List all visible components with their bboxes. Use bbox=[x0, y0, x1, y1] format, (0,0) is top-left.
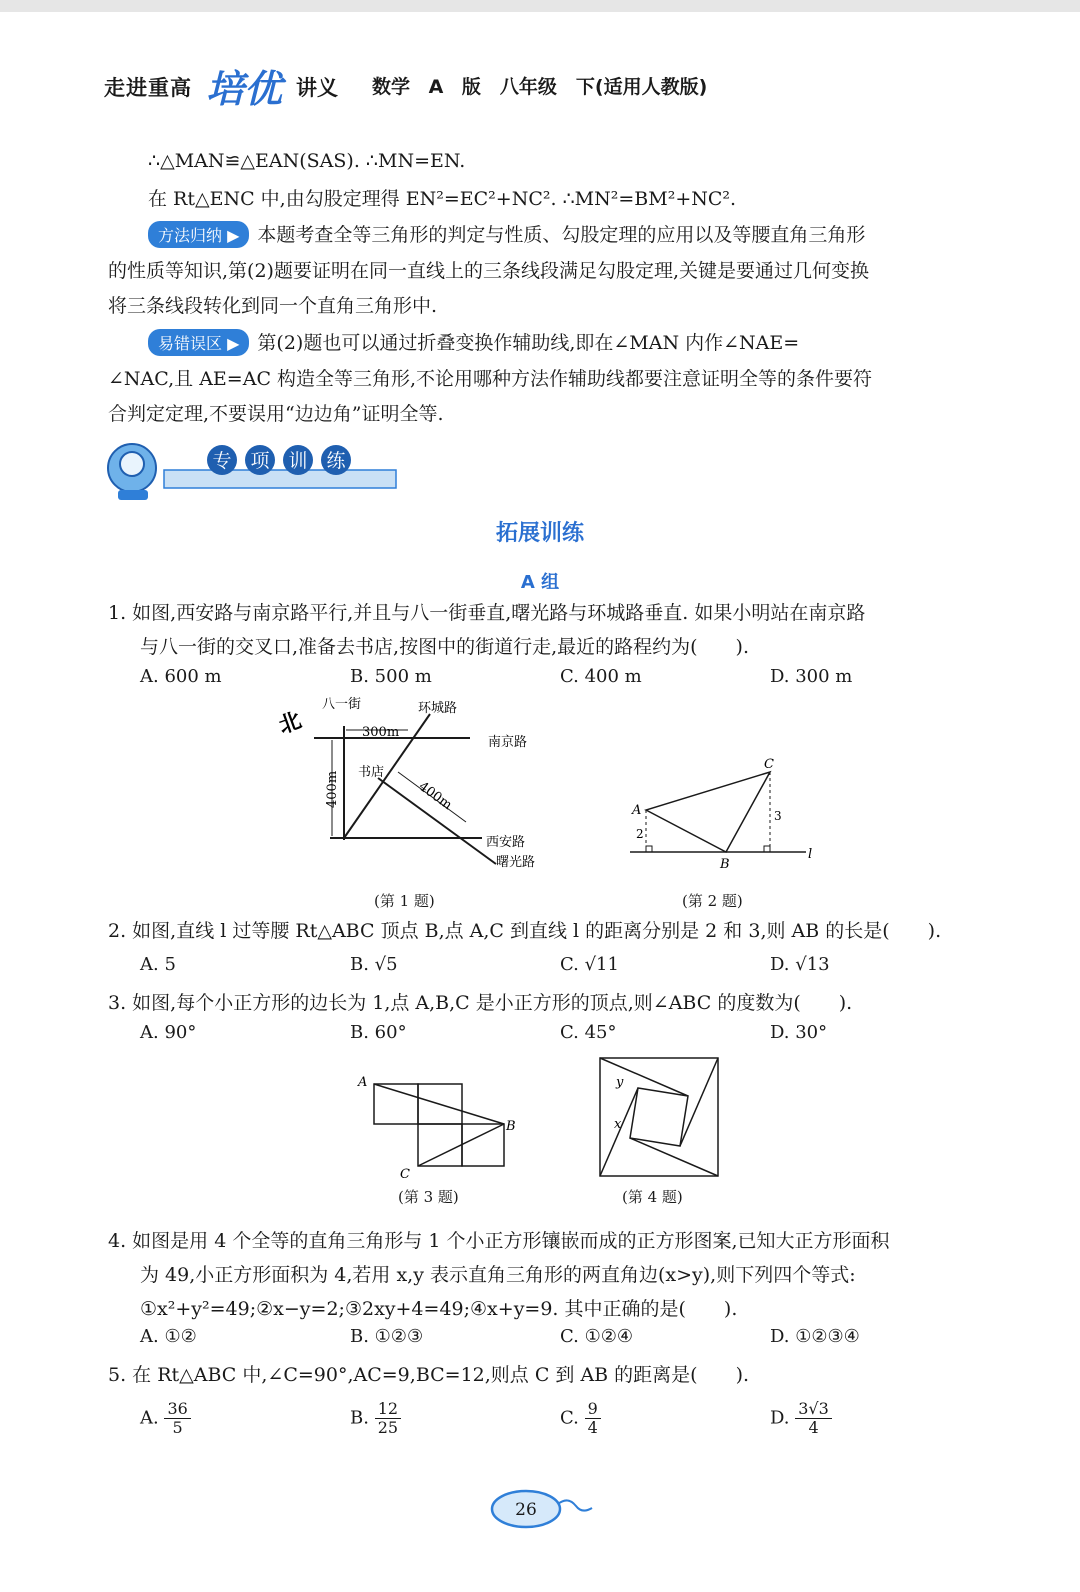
north-compass-icon: 北 bbox=[275, 707, 305, 740]
magnifier-lens bbox=[120, 452, 144, 476]
q1-option-b: B. 500 m bbox=[350, 666, 432, 687]
huancheng-road-label: 环城路 bbox=[418, 701, 458, 716]
solution-line-1: ∴△MAN≌△EAN(SAS). ∴MN=EN. bbox=[148, 150, 466, 172]
q5-c-denominator: 4 bbox=[587, 1418, 598, 1437]
q2-text: 2. 如图,直线 l 过等腰 Rt△ABC 顶点 B,点 A,C 到直线 l 的距离分别是 2 和 3,则 AB 的长是( ). bbox=[108, 920, 942, 942]
q4-text-1: 4. 如图是用 4 个全等的直角三角形与 1 个小正方形镶嵌而成的正方形图案,已知大正方形面积 bbox=[108, 1230, 890, 1252]
tri-edge-4 bbox=[630, 1138, 718, 1176]
nanjing-road-label: 南京路 bbox=[488, 735, 528, 750]
figure-2-triangle bbox=[626, 754, 826, 874]
q5-option-b-label: B. bbox=[350, 1407, 369, 1429]
tri-edge-2 bbox=[600, 1058, 688, 1096]
segment-bc bbox=[418, 1124, 504, 1166]
mistake-paragraph-line-1 bbox=[148, 328, 799, 356]
q5-option-d-label: D. bbox=[770, 1407, 790, 1429]
line-l-label: l bbox=[808, 847, 813, 862]
distance-3-label: 3 bbox=[774, 809, 782, 823]
fig2-caption: (第 2 题) bbox=[682, 892, 743, 910]
q1-option-a: A. 600 m bbox=[140, 666, 222, 687]
point-b-label: B bbox=[720, 857, 730, 872]
q4-text-2: 为 49,小正方形面积为 4,若用 x,y 表示直角三角形的两直角边(x>y),则下列四个等式: bbox=[140, 1264, 856, 1286]
dim-400-diagonal-label: 400m bbox=[415, 779, 455, 814]
q5-option-a-fraction bbox=[164, 1400, 190, 1437]
q5-option-d-fraction bbox=[795, 1400, 832, 1437]
q5-option-d bbox=[770, 1400, 832, 1437]
q3-option-b: B. 60° bbox=[350, 1022, 407, 1043]
fig3-point-a: A bbox=[358, 1075, 368, 1090]
q4-option-a: A. ①② bbox=[140, 1326, 197, 1347]
grid-square-3 bbox=[418, 1124, 462, 1166]
magnifier-base bbox=[118, 490, 148, 500]
q2-option-a: A. 5 bbox=[140, 954, 176, 975]
q4-option-d: D. ①②③④ bbox=[770, 1326, 860, 1347]
mistake-tag: 易错误区 ▶ bbox=[148, 329, 249, 356]
q2-option-d: D. √13 bbox=[770, 954, 830, 975]
xian-road-label: 西安路 bbox=[486, 835, 526, 850]
solution-line-2: 在 Rt△ENC 中,由勾股定理得 EN²=EC²+NC². ∴MN²=BM²+NC². bbox=[148, 188, 737, 210]
q5-option-c-label: C. bbox=[560, 1407, 579, 1429]
q3-option-d: D. 30° bbox=[770, 1022, 828, 1043]
q2-option-b: B. √5 bbox=[350, 954, 398, 975]
q5-text: 5. 在 Rt△ABC 中,∠C=90°,AC=9,BC=12,则点 C 到 AB 的距离是( ). bbox=[108, 1364, 750, 1386]
fig1-caption: (第 1 题) bbox=[374, 892, 435, 910]
q5-option-c-fraction bbox=[585, 1400, 601, 1437]
mistake-text-1: 第(2)题也可以通过折叠变换作辅助线,即在∠MAN 内作∠NAE= bbox=[257, 332, 800, 354]
q5-d-denominator: 4 bbox=[808, 1418, 819, 1437]
q5-a-numerator: 36 bbox=[164, 1400, 190, 1419]
banner-char-1: 专 bbox=[212, 450, 232, 472]
bookstore-label: 书店 bbox=[358, 765, 385, 780]
method-tag: 方法归纳 ▶ bbox=[148, 221, 249, 248]
q5-a-denominator: 5 bbox=[172, 1418, 183, 1437]
figure-4-square-pattern bbox=[596, 1054, 726, 1184]
q5-option-b-fraction bbox=[375, 1400, 401, 1437]
page-number-badge bbox=[486, 1484, 596, 1534]
figure-3-grid bbox=[350, 1066, 530, 1186]
q5-d-numerator: 3√3 bbox=[795, 1400, 832, 1419]
q1-option-d: D. 300 m bbox=[770, 666, 853, 687]
method-text-3: 将三条线段转化到同一个直角三角形中. bbox=[108, 295, 438, 317]
fig3-point-b: B bbox=[506, 1119, 516, 1134]
q5-b-denominator: 25 bbox=[377, 1418, 399, 1437]
q4-text-3: ①x²+y²=49;②x−y=2;③2xy+4=49;④x+y=9. 其中正确的是( ). bbox=[140, 1298, 738, 1320]
q5-option-a bbox=[140, 1400, 191, 1437]
banner-bar bbox=[164, 470, 396, 488]
method-text-2: 的性质等知识,第(2)题要证明在同一直线上的三条线段满足勾股定理,关键是要通过几何变换 bbox=[108, 260, 869, 282]
method-paragraph-line-1 bbox=[148, 220, 865, 248]
q5-c-numerator: 9 bbox=[585, 1400, 601, 1419]
q1-text-1: 1. 如图,西安路与南京路平行,并且与八一街垂直,曙光路与环城路垂直. 如果小明站在南京路 bbox=[108, 602, 866, 624]
q5-option-b bbox=[350, 1400, 401, 1437]
bayi-street-label: 八一街 bbox=[322, 697, 362, 712]
q3-option-a: A. 90° bbox=[140, 1022, 197, 1043]
figure-1-street-map bbox=[270, 690, 570, 890]
series-title: 走进重高 bbox=[104, 76, 192, 100]
q4-option-c: C. ①②④ bbox=[560, 1326, 633, 1347]
brand-logo-text: 培优 bbox=[206, 66, 283, 111]
dim-400-vertical-label: 400m bbox=[325, 770, 340, 808]
q3-text: 3. 如图,每个小正方形的边长为 1,点 A,B,C 是小正方形的顶点,则∠ABC 的度数为( ). bbox=[108, 992, 853, 1014]
small-square bbox=[630, 1088, 688, 1146]
mistake-text-3: 合判定定理,不要误用“边边角”证明全等. bbox=[108, 403, 444, 425]
swirl-decoration-icon bbox=[558, 1500, 592, 1510]
fig4-label-x: x bbox=[614, 1117, 622, 1132]
q3-option-c: C. 45° bbox=[560, 1022, 617, 1043]
q5-option-c bbox=[560, 1400, 601, 1437]
fig3-point-c: C bbox=[400, 1167, 410, 1182]
banner-char-4: 练 bbox=[326, 450, 346, 472]
q4-option-b: B. ①②③ bbox=[350, 1326, 424, 1347]
fig4-caption: (第 4 题) bbox=[622, 1188, 683, 1206]
book-header bbox=[104, 58, 804, 111]
top-edge bbox=[0, 0, 1080, 12]
segment-ab bbox=[374, 1084, 504, 1124]
group-title: A 组 bbox=[520, 572, 560, 593]
edition-info: 数学 A 版 八年级 下(适用人教版) bbox=[372, 76, 708, 98]
method-text-1: 本题考查全等三角形的判定与性质、勾股定理的应用以及等腰直角三角形 bbox=[257, 224, 866, 246]
grid-square-4 bbox=[462, 1124, 504, 1166]
fig3-caption: (第 3 题) bbox=[398, 1188, 459, 1206]
shuguang-road-label: 曙光路 bbox=[496, 855, 536, 870]
mistake-text-2: ∠NAC,且 AE=AC 构造全等三角形,不论用哪种方法作辅助线都要注意证明全等的条件要符 bbox=[108, 368, 873, 390]
triangle-abc bbox=[646, 772, 770, 852]
dim-300-label: 300m bbox=[362, 725, 400, 740]
q5-option-a-label: A. bbox=[140, 1407, 159, 1429]
brand-suffix: 讲义 bbox=[296, 76, 338, 100]
q1-text-2: 与八一街的交叉口,准备去书店,按图中的街道行走,最近的路程约为( ). bbox=[140, 636, 749, 658]
banner-char-2: 项 bbox=[250, 450, 270, 472]
page-number: 26 bbox=[515, 1500, 537, 1520]
q1-option-c: C. 400 m bbox=[560, 666, 642, 687]
banner-char-3: 训 bbox=[288, 450, 308, 472]
tri-edge-1 bbox=[600, 1088, 638, 1176]
special-training-banner bbox=[104, 430, 400, 502]
point-c-label: C bbox=[764, 757, 774, 772]
q5-b-numerator: 12 bbox=[375, 1400, 401, 1419]
fig4-label-y: y bbox=[616, 1075, 624, 1090]
q2-option-c: C. √11 bbox=[560, 954, 619, 975]
section-title: 拓展训练 bbox=[495, 521, 584, 546]
point-a-label: A bbox=[632, 803, 642, 818]
distance-2-label: 2 bbox=[636, 827, 644, 841]
tri-edge-3 bbox=[680, 1058, 718, 1146]
